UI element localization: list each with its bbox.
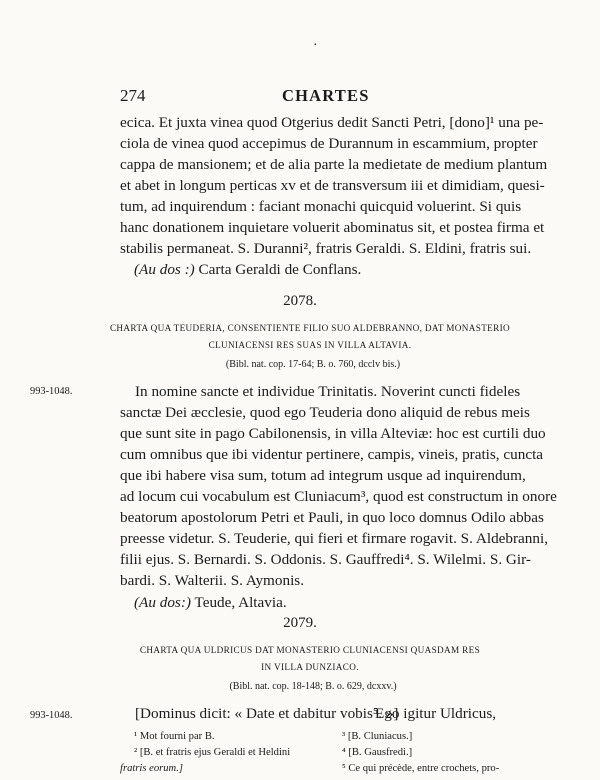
charter-number: 2079. xyxy=(283,615,317,631)
charter-title-line: CLUNIACENSI RES SUAS IN VILLA ALTAVIA. xyxy=(208,340,412,350)
text-line: hanc donationem inquietare voluerit abominatus sit, et postea firma et xyxy=(120,219,545,236)
text-line: Ego igitur Uldricus, xyxy=(375,705,497,722)
text-line: ecica. Et juxta vinea quod Otgerius dedit Sancti Petri, [dono]¹ una pe- xyxy=(120,114,544,131)
endorsement xyxy=(134,593,287,613)
charter-reference: (Bibl. nat. cop. 17-64; B. o. 760, dcclv bis.) xyxy=(225,359,401,370)
text-line: ad locum cui vocabulum est Cluniacum³, quod est constructum in onore xyxy=(120,488,557,505)
charter-number: 2078. xyxy=(283,293,317,309)
text-line: In nomine sancte et individue Trinitatis. Noverint cuncti fideles xyxy=(135,383,521,400)
footnote: fratris eorum.] xyxy=(120,763,183,774)
text-line: que sunt site in pago Cabilonensis, in villa Alteviæ: hoc est curtili duo xyxy=(120,425,546,442)
charter-title-line: CHARTA QUA TEUDERIA, CONSENTIENTE FILIO SUO ALDEBRANNO, DAT MONASTERIO xyxy=(109,323,511,333)
text-line: et abet in longum perticas xv et de transversum iii et dimidiam, quesi- xyxy=(120,177,545,194)
text-line: preesse videtur. S. Teuderie, qui fieri et firmare rogavit. S. Aldebranni, xyxy=(120,530,548,547)
text-line: [Dominus dicit: « Date et dabitur vobis⁵. »] xyxy=(135,705,399,722)
endorsement-text: Teude, Altavia. xyxy=(194,594,287,611)
top-mark: · xyxy=(313,38,318,53)
text-line: cum omnibus que ibi videntur pertinere, campis, vineis, pratis, cuncta xyxy=(120,446,544,463)
footnote: ¹ Mot fourni par B. xyxy=(134,731,215,742)
text-line: tum, ad inquirendum : faciant monachi quicquid voluerint. Si quis xyxy=(120,198,522,215)
text-line: filii ejus. S. Bernardi. S. Oddonis. S. Gauffredi⁴. S. Wilelmi. S. Gir- xyxy=(120,551,531,568)
footnote: ³ [B. Cluniacus.] xyxy=(342,731,413,742)
page-number: 274 xyxy=(120,86,146,105)
endorsement xyxy=(134,260,361,280)
endorsement-label: (Au dos:) xyxy=(134,594,191,611)
text-line: que ibi habere visa sum, totum ad integrum usque ad inquirendum, xyxy=(120,467,526,484)
text-line: sanctæ Dei æcclesie, quod ego Teuderia dono aliquid de rebus meis xyxy=(120,404,530,421)
running-head: CHARTES xyxy=(282,86,370,105)
text-line: stabilis permaneat. S. Duranni², fratris Geraldi. S. Eldini, fratris sui. xyxy=(120,240,532,257)
footnote: ⁴ [B. Gausfredi.] xyxy=(342,747,413,758)
text-line: ciola de vinea quod accepimus de Durannum in escammium, propter xyxy=(120,135,538,152)
endorsement-text: Carta Geraldi de Conflans. xyxy=(198,261,362,278)
charter-title-line: CHARTA QUA ULDRICUS DAT MONASTERIO CLUNIACENSI QUASDAM RES xyxy=(139,645,481,655)
charter-reference: (Bibl. nat. cop. 18-148; B. o. 629, dcxxv.) xyxy=(229,681,397,692)
footnote: ⁵ Ce qui précède, entre crochets, pro- xyxy=(342,763,500,774)
footnote: ² [B. et fratris ejus Geraldi et Heldini xyxy=(134,747,291,758)
text-line: cappa de mansionem; et de alia parte la medietate de medium plantum xyxy=(120,156,548,173)
margin-date: 993-1048. xyxy=(30,710,73,721)
charter-title-line: IN VILLA DUNZIACO. xyxy=(261,662,359,672)
margin-date: 993-1048. xyxy=(30,386,73,397)
text-line: beatorum apostolorum Petri et Pauli, in quo loco domnus Odilo abbas xyxy=(120,509,544,526)
text-line: bardi. S. Walterii. S. Aymonis. xyxy=(120,572,304,589)
endorsement-label: (Au dos :) xyxy=(134,261,195,278)
